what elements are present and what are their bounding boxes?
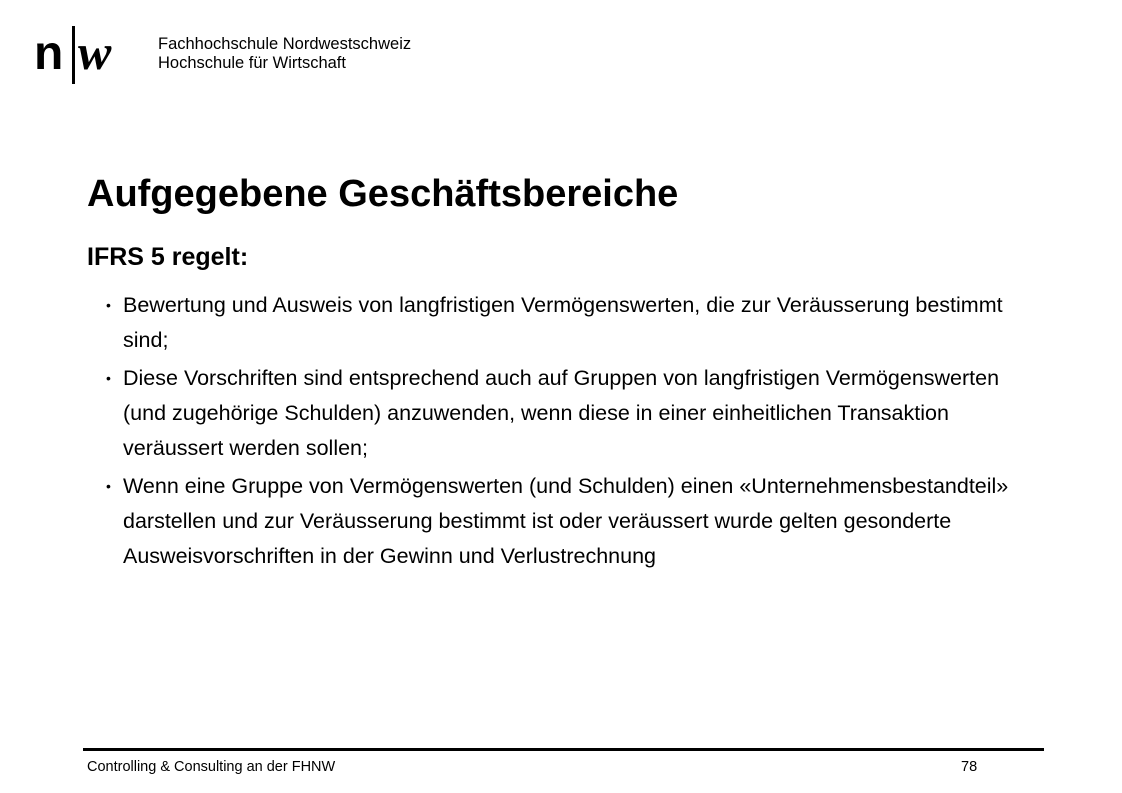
svg-text:w: w (78, 24, 112, 80)
bullet-list (106, 288, 1036, 577)
bullet-text: Bewertung und Ausweis von langfristigen Vermögenswerten, die zur Veräusserung bestimmt sind; (123, 293, 1003, 352)
slide-title: Aufgegebene Geschäftsbereiche (87, 173, 679, 215)
bullet-dot-icon: • (106, 297, 111, 313)
svg-text:n: n (34, 27, 64, 80)
fhnw-logo (34, 22, 414, 88)
logo-line-1: Fachhochschule Nordwestschweiz (158, 35, 412, 53)
bullet-item (106, 469, 1036, 574)
bullet-item (106, 288, 1036, 358)
slide-subtitle: IFRS 5 regelt: (87, 243, 249, 271)
logo-institution-name (158, 35, 411, 73)
footer-text: Controlling & Consulting an der FHNW (87, 759, 336, 775)
bullet-item (106, 361, 1036, 466)
bullet-text: Diese Vorschriften sind entsprechend auch auf Gruppen von langfristigen Vermögenswerten (und zugehörige Schulden) anzuwenden, wenn diese in einer einheitlichen Transaktion veräussert werden sollen; (123, 366, 1000, 460)
footer-divider (83, 748, 1044, 751)
bullet-dot-icon: • (106, 478, 111, 494)
logo-line-2: Hochschule für Wirtschaft (158, 54, 346, 72)
bullet-text: Wenn eine Gruppe von Vermögenswerten (und Schulden) einen «Unternehmensbestandteil» darstellen und zur Veräusserung bestimmt ist oder veräussert wurde gelten gesonderte Ausweisvorschriften in der Gewinn und Verlustrechnung (123, 474, 1009, 568)
fhnw-logo-mark (34, 22, 134, 88)
bullet-dot-icon: • (106, 370, 111, 386)
page-number: 78 (961, 759, 978, 775)
